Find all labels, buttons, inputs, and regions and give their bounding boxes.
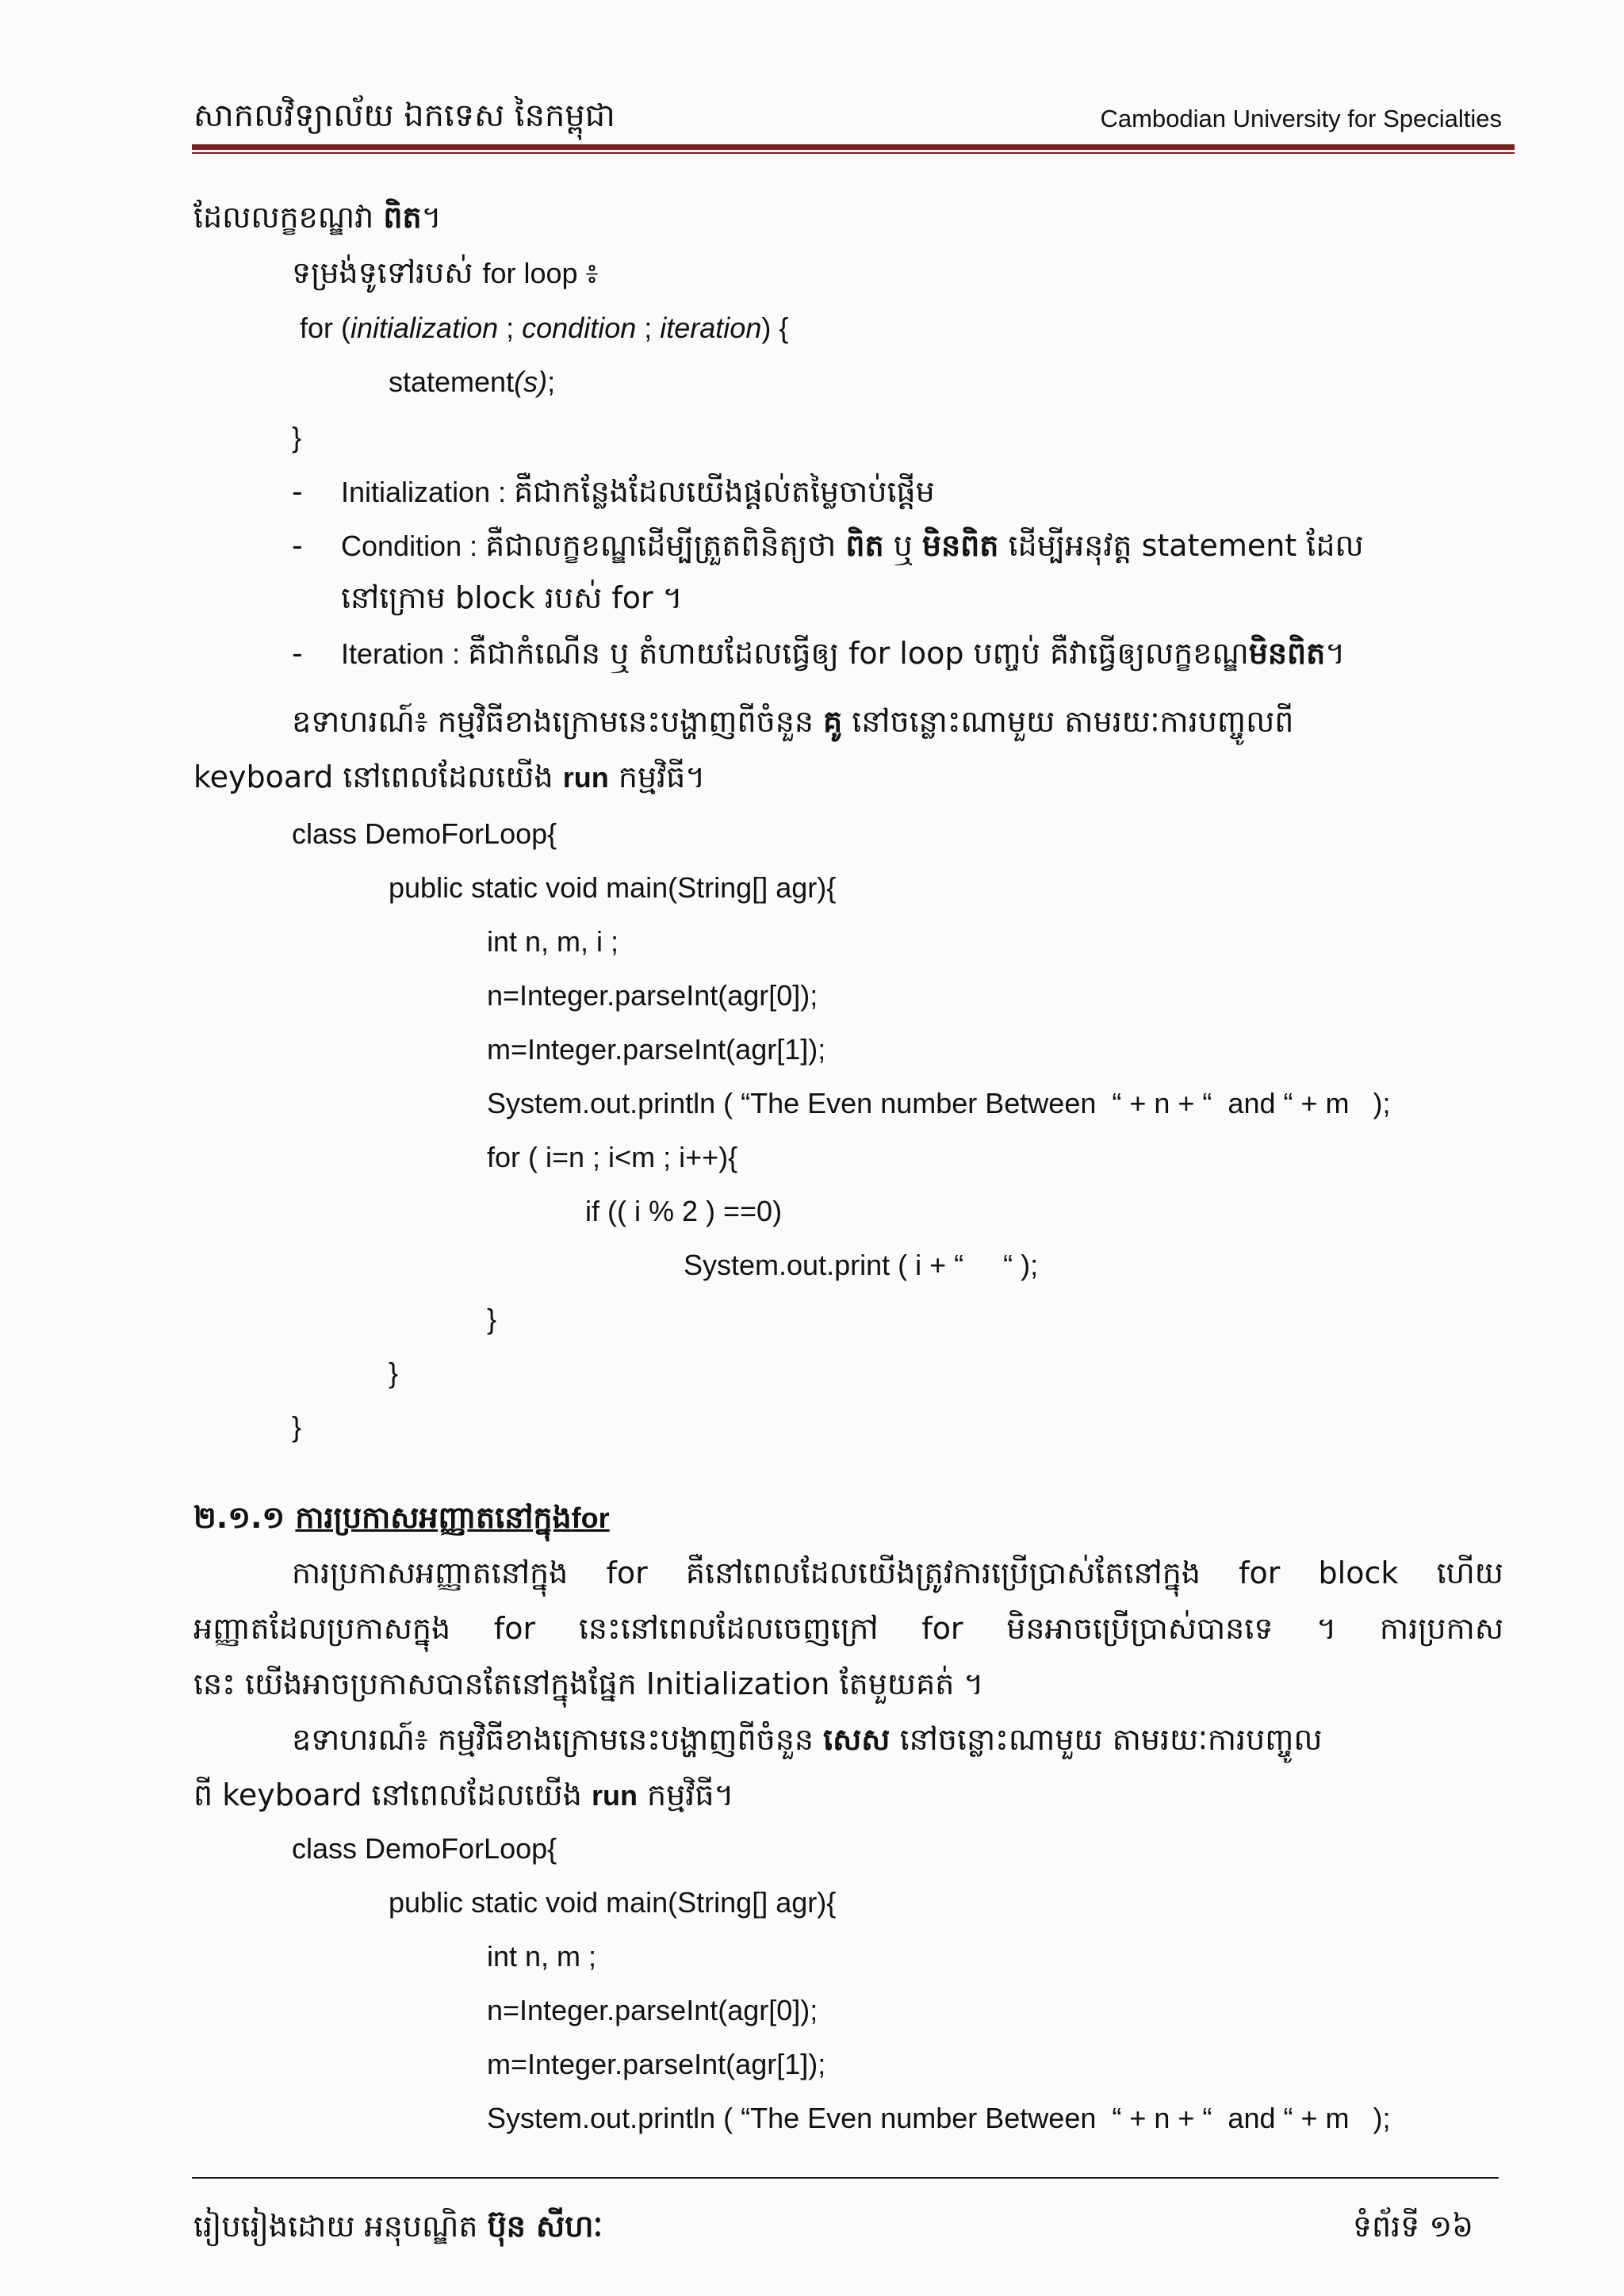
example1-line1 [292, 702, 1293, 740]
header-university-khmer: សាកលវិទ្យាល័យ ឯកទេស នៃកម្ពុជា [193, 98, 615, 134]
example1-run: run [562, 761, 609, 794]
bullet-dash: - [292, 528, 303, 563]
code-line: } [389, 1357, 399, 1389]
syntax-for-line [300, 311, 788, 346]
example1-bold: គូ [823, 704, 843, 739]
example2-text: ឧទាហរណ៍៖ កម្មវិធីខាងក្រោមនេះបង្ហាញពីចំនួន [292, 1722, 824, 1757]
code-line: class DemoForLoop{ [292, 1832, 557, 1865]
para2-line3: នេះ យើងអាចប្រកាសបានតែនៅក្នុងផ្នែក Initialization តែមួយគត់ ។ [193, 1667, 984, 1701]
code-line: if (( i % 2 ) ==0) [585, 1195, 783, 1227]
example2-run: run [591, 1779, 638, 1812]
syntax-title-km: ទម្រង់ទូទៅរបស់ [292, 255, 483, 290]
syntax-brace: } [292, 421, 302, 453]
bullet-iteration [292, 634, 1346, 672]
bullet-bold: មិនពិត [921, 528, 999, 563]
bullet-dash: - [292, 474, 303, 509]
example1-text-b: កម្មវិធី។ [608, 760, 706, 794]
example1-text: keyboard នៅពេលដែលយើង [193, 760, 563, 794]
section-number: ២.១.១ [193, 1500, 296, 1535]
bullet-mid: ឬ [883, 528, 922, 563]
example2-line1 [292, 1720, 1323, 1758]
bullet-bold: មិនពិត [1248, 636, 1326, 671]
example2-line2 [193, 1776, 734, 1815]
example1-line2 [193, 758, 705, 797]
bullet-term: Initialization : [341, 476, 515, 508]
syntax-iter: iteration [660, 312, 762, 344]
code-line: n=Integer.parseInt(agr[0]); [487, 1994, 818, 2026]
syntax-stmt: statement [389, 365, 515, 398]
example2-bold: សេស [823, 1722, 891, 1757]
footer-page-number: ទំព័រទី ១៦ [1352, 2209, 1473, 2244]
intro-bold: ពិត [383, 200, 422, 235]
syntax-title [292, 254, 598, 293]
syntax-title-en: for loop ៖ [482, 257, 599, 289]
code-line: System.out.print ( i + “ “ ); [684, 1249, 1039, 1281]
syntax-stmt-end: ; [547, 365, 556, 398]
code-line: } [487, 1303, 497, 1335]
bullet-text: គឺជាលក្ខខណ្ឌដើម្បីត្រួតពិនិត្យថា [485, 528, 846, 563]
footer-author [193, 2207, 603, 2252]
code-line: n=Integer.parseInt(agr[0]); [487, 979, 818, 1012]
example2-text: ពី keyboard នៅពេលដែលយើង [193, 1777, 592, 1812]
bullet-initialization [292, 473, 935, 511]
bullet-tail: ដើម្បីអនុវត្ត statement ដែល [998, 528, 1364, 563]
header-rule-thin [192, 152, 1515, 154]
code-line: for ( i=n ; i<m ; i++){ [487, 1141, 738, 1173]
code-line: System.out.println ( “The Even number Between “ + n + “ and “ + m ); [487, 1087, 1391, 1119]
code-line: System.out.println ( “The Even number Between “ + n + “ and “ + m ); [487, 2102, 1391, 2134]
bullet-term: Condition : [341, 530, 486, 562]
bullet-condition-line2: នៅក្រោម block របស់ for ។ [341, 580, 683, 615]
syntax-init: initialization [350, 312, 499, 344]
example1-text-b: នៅចន្លោះណាមួយ តាមរយៈការបញ្ចូលពី [842, 704, 1294, 739]
header-rule [192, 144, 1515, 150]
example1-text: ឧទាហរណ៍៖ កម្មវិធីខាងក្រោមនេះបង្ហាញពីចំនួន [292, 704, 824, 739]
bullet-condition [292, 526, 1364, 564]
code-line: m=Integer.parseInt(agr[1]); [487, 2048, 826, 2080]
section-title-en: for [571, 1502, 610, 1534]
code-line: public static void main(String[] agr){ [389, 1886, 837, 1919]
code-line: m=Integer.parseInt(agr[1]); [487, 1033, 826, 1066]
section-title: ការប្រកាសអញ្ញាតនៅក្នុង [295, 1500, 572, 1535]
bullet-text: គឺជាកំណើន ឬ តំហាយដែលធ្វើឲ្យ for loop បញ្ចប់ គឺវាធ្វើឲ្យលក្ខខណ្ឌ [468, 636, 1249, 671]
code-line: public static void main(String[] agr){ [389, 871, 837, 904]
header-university-english: Cambodian University for Specialties [1100, 105, 1502, 132]
para2-line2: អញ្ញាតដែលប្រកាសក្នុង for នេះនៅពេលដែលចេញក្រៅ for មិនអាចប្រើប្រាស់បានទេ ។ ការប្រកាស [193, 1611, 1503, 1646]
intro-line [193, 198, 442, 236]
bullet-dash: - [292, 636, 303, 671]
syntax-statement-line [389, 365, 555, 400]
bullet-text: គឺជាកន្លែងដែលយើងផ្តល់តម្លៃចាប់ផ្តើម [514, 474, 935, 509]
bullet-bold: ពិត [845, 528, 884, 563]
syntax-cond: condition [522, 312, 637, 344]
intro-text: ដែលលក្ខខណ្ឌវា [193, 200, 384, 235]
example2-text-b: កម្មវិធី។ [637, 1777, 734, 1812]
code-line: int n, m ; [487, 1940, 597, 1973]
footer-rule [192, 2177, 1499, 2179]
syntax-stmt-s: (s) [514, 365, 548, 398]
section-heading [193, 1498, 610, 1537]
code-line: int n, m, i ; [487, 925, 619, 958]
code-line: } [292, 1410, 302, 1443]
bullet-tail: ។ [1325, 636, 1346, 671]
syntax-sep: ; [636, 312, 661, 344]
code-line: class DemoForLoop{ [292, 817, 557, 850]
example2-text-b: នៅចន្លោះណាមួយ តាមរយៈការបញ្ចូល [890, 1722, 1323, 1757]
syntax-for: for ( [300, 312, 351, 344]
footer-author-prefix: រៀបរៀងដោយ អនុបណ្ឌិត [193, 2209, 488, 2244]
bullet-term: Iteration : [341, 637, 469, 670]
syntax-sep: ; [498, 312, 523, 344]
syntax-close: ) { [761, 312, 789, 344]
intro-end: ។ [421, 200, 442, 235]
footer-author-name: ប៊ុន សីហៈ [487, 2209, 603, 2244]
para2-line1: ការប្រកាសអញ្ញាតនៅក្នុង for គឺនៅពេលដែលយើងត្រូវការប្រើប្រាស់តែនៅក្នុង for block ហើយ [292, 1556, 1503, 1590]
